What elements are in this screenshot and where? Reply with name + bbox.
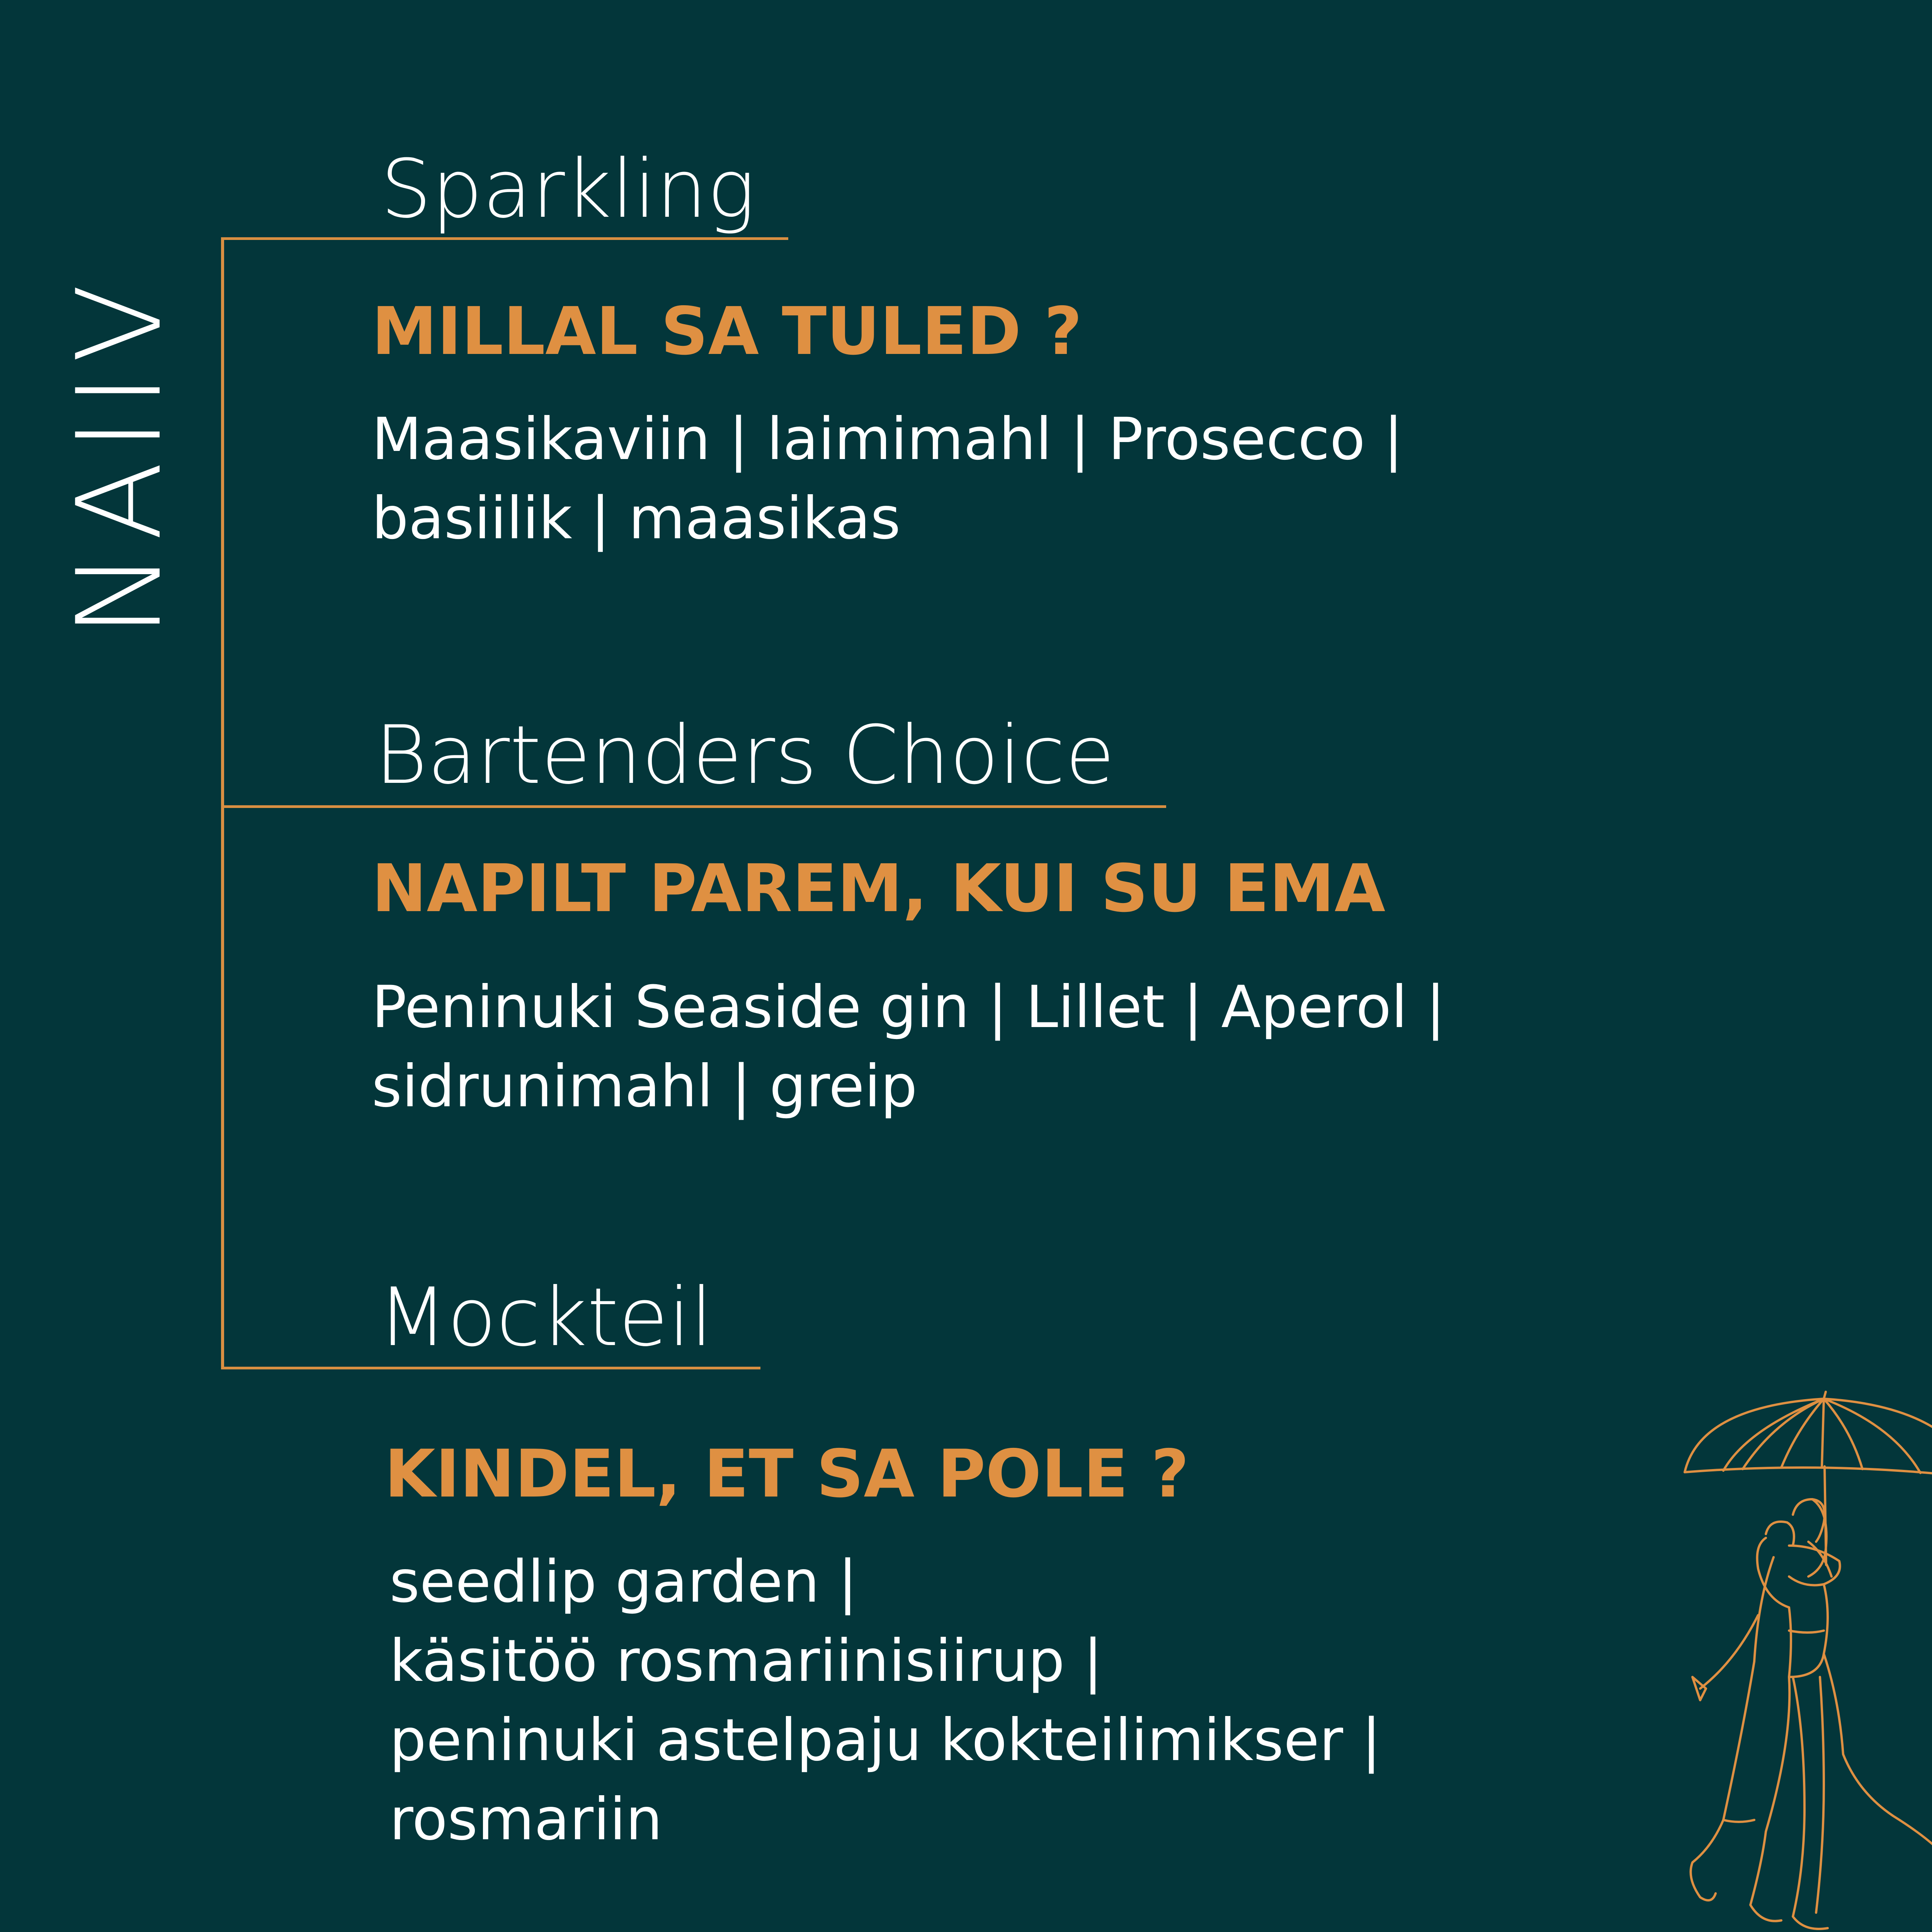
brand-wordmark: NAIIV	[52, 274, 187, 638]
ingredient-line: sidrunimahl | greip	[372, 1053, 917, 1120]
divider-mockteil	[221, 1367, 760, 1369]
couple-under-umbrella-icon	[1677, 1383, 1932, 1932]
drink-name-millal-sa-tuled: MILLAL SA TULED ?	[372, 293, 1082, 370]
category-bartenders-choice: Bartenders Choice	[375, 709, 1115, 802]
ingredient-line: Peninuki Seaside gin | Lillet | Aperol |	[372, 974, 1446, 1041]
ingredient-line: peninuki astelpaju kokteilimikser |	[389, 1707, 1381, 1774]
ingredients-sparkling	[372, 400, 1403, 558]
drink-name-kindel-et-sa-pole: KINDEL, ET SA POLE ?	[384, 1436, 1189, 1512]
ingredients-mockteil	[389, 1543, 1381, 1859]
category-sparkling: Sparkling	[381, 143, 755, 236]
ingredient-line: seedlip garden |	[389, 1548, 858, 1616]
ingredients-bartenders-choice	[372, 968, 1446, 1126]
divider-bartenders-choice	[221, 805, 1166, 808]
ingredient-line: rosmariin	[389, 1786, 663, 1853]
ingredient-line: Maasikaviin | laimimahl | Prosecco |	[372, 406, 1403, 473]
divider-sparkling	[221, 237, 788, 240]
bracket-vertical-line	[221, 237, 224, 1369]
category-mockteil: Mockteil	[378, 1271, 713, 1364]
ingredient-line: basiilik | maasikas	[372, 485, 901, 552]
drink-name-napilt-parem: NAPILT PAREM, KUI SU EMA	[372, 850, 1386, 927]
ingredient-line: käsitöö rosmariinisiirup |	[389, 1628, 1103, 1695]
